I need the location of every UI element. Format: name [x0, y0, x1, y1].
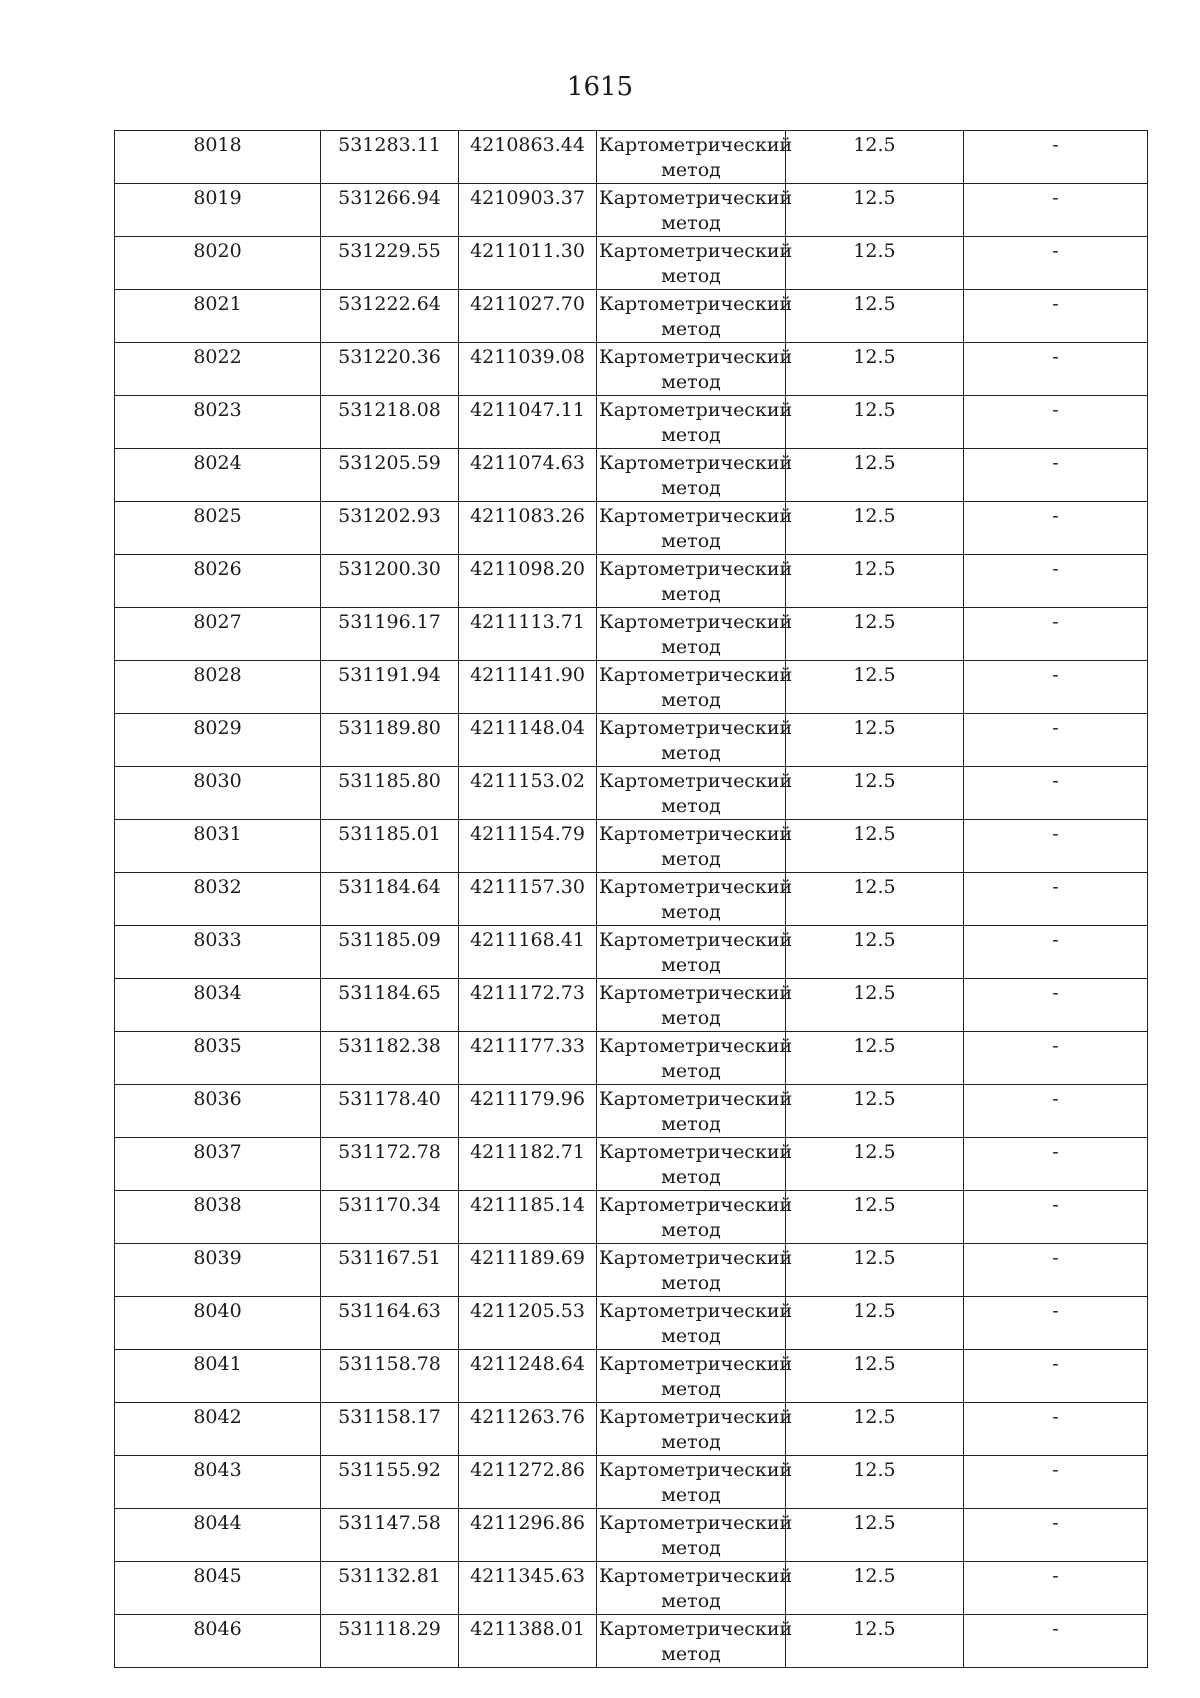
note-cell: - — [964, 1244, 1148, 1297]
point-number-cell: 8021 — [115, 290, 321, 343]
method-line-2: метод — [661, 1113, 721, 1135]
method-line-2: метод — [661, 954, 721, 976]
method-line-1: Картометрический — [599, 982, 793, 1004]
error-cell: 12.5 — [786, 1350, 964, 1403]
method-line-1: Картометрический — [599, 1459, 793, 1481]
method-cell — [597, 767, 793, 820]
y-coordinate-cell: 4211047.11 — [459, 396, 597, 449]
y-coordinate-cell: 4211172.73 — [459, 979, 597, 1032]
table-row — [115, 926, 1148, 979]
y-coordinate-cell: 4211179.96 — [459, 1085, 597, 1138]
method-cell — [597, 1032, 793, 1085]
error-cell: 12.5 — [786, 979, 964, 1032]
method-cell — [597, 661, 793, 714]
note-cell: - — [964, 1403, 1148, 1456]
method-line-1: Картометрический — [599, 346, 793, 368]
table-row — [115, 555, 1148, 608]
x-coordinate-cell: 531185.01 — [321, 820, 459, 873]
method-cell — [597, 1403, 793, 1456]
y-coordinate-cell: 4211083.26 — [459, 502, 597, 555]
error-cell: 12.5 — [786, 1403, 964, 1456]
table-row — [115, 1403, 1148, 1456]
method-line-1: Картометрический — [599, 1618, 793, 1640]
table-row — [115, 1509, 1148, 1562]
method-line-2: метод — [661, 530, 721, 552]
method-line-2: метод — [661, 265, 721, 287]
note-cell: - — [964, 555, 1148, 608]
error-cell: 12.5 — [786, 184, 964, 237]
table-row — [115, 1244, 1148, 1297]
point-number-cell: 8046 — [115, 1615, 321, 1668]
method-line-1: Картометрический — [599, 929, 793, 951]
method-cell — [597, 502, 793, 555]
method-cell — [597, 290, 793, 343]
x-coordinate-cell: 531191.94 — [321, 661, 459, 714]
note-cell: - — [964, 237, 1148, 290]
method-cell — [597, 1085, 793, 1138]
method-line-1: Картометрический — [599, 1406, 793, 1428]
note-cell: - — [964, 1297, 1148, 1350]
x-coordinate-cell: 531155.92 — [321, 1456, 459, 1509]
error-cell: 12.5 — [786, 1191, 964, 1244]
y-coordinate-cell: 4211189.69 — [459, 1244, 597, 1297]
error-cell: 12.5 — [786, 926, 964, 979]
table-row — [115, 661, 1148, 714]
method-line-2: метод — [661, 159, 721, 181]
method-line-2: метод — [661, 1431, 721, 1453]
point-number-cell: 8033 — [115, 926, 321, 979]
table-row — [115, 1615, 1148, 1668]
x-coordinate-cell: 531118.29 — [321, 1615, 459, 1668]
error-cell: 12.5 — [786, 237, 964, 290]
point-number-cell: 8044 — [115, 1509, 321, 1562]
table-row — [115, 1297, 1148, 1350]
method-line-2: метод — [661, 1378, 721, 1400]
note-cell: - — [964, 343, 1148, 396]
note-cell: - — [964, 820, 1148, 873]
point-number-cell: 8042 — [115, 1403, 321, 1456]
y-coordinate-cell: 4211148.04 — [459, 714, 597, 767]
method-line-1: Картометрический — [599, 770, 793, 792]
table-row — [115, 714, 1148, 767]
x-coordinate-cell: 531158.17 — [321, 1403, 459, 1456]
x-coordinate-cell: 531189.80 — [321, 714, 459, 767]
table-row — [115, 396, 1148, 449]
note-cell: - — [964, 502, 1148, 555]
method-cell — [597, 1562, 793, 1615]
x-coordinate-cell: 531202.93 — [321, 502, 459, 555]
method-line-1: Картометрический — [599, 664, 793, 686]
y-coordinate-cell: 4211205.53 — [459, 1297, 597, 1350]
point-number-cell: 8031 — [115, 820, 321, 873]
point-number-cell: 8036 — [115, 1085, 321, 1138]
method-cell — [597, 1456, 793, 1509]
y-coordinate-cell: 4211154.79 — [459, 820, 597, 873]
table-row — [115, 449, 1148, 502]
x-coordinate-cell: 531200.30 — [321, 555, 459, 608]
error-cell: 12.5 — [786, 502, 964, 555]
note-cell: - — [964, 1350, 1148, 1403]
error-cell: 12.5 — [786, 767, 964, 820]
x-coordinate-cell: 531220.36 — [321, 343, 459, 396]
method-cell — [597, 1297, 793, 1350]
x-coordinate-cell: 531283.11 — [321, 131, 459, 184]
y-coordinate-cell: 4211177.33 — [459, 1032, 597, 1085]
method-line-2: метод — [661, 1166, 721, 1188]
method-line-1: Картометрический — [599, 293, 793, 315]
y-coordinate-cell: 4211011.30 — [459, 237, 597, 290]
method-line-1: Картометрический — [599, 1141, 793, 1163]
point-number-cell: 8039 — [115, 1244, 321, 1297]
method-line-1: Картометрический — [599, 399, 793, 421]
method-line-2: метод — [661, 901, 721, 923]
method-line-2: метод — [661, 1643, 721, 1665]
point-number-cell: 8043 — [115, 1456, 321, 1509]
method-cell — [597, 608, 793, 661]
table-row — [115, 184, 1148, 237]
table-row — [115, 1138, 1148, 1191]
point-number-cell: 8026 — [115, 555, 321, 608]
table-row — [115, 237, 1148, 290]
method-line-1: Картометрический — [599, 1300, 793, 1322]
note-cell: - — [964, 131, 1148, 184]
table-row — [115, 1350, 1148, 1403]
method-cell — [597, 979, 793, 1032]
point-number-cell: 8034 — [115, 979, 321, 1032]
method-line-2: метод — [661, 1060, 721, 1082]
point-number-cell: 8035 — [115, 1032, 321, 1085]
error-cell: 12.5 — [786, 661, 964, 714]
method-line-1: Картометрический — [599, 876, 793, 898]
method-cell — [597, 184, 793, 237]
x-coordinate-cell: 531178.40 — [321, 1085, 459, 1138]
table-row — [115, 608, 1148, 661]
method-cell — [597, 449, 793, 502]
error-cell: 12.5 — [786, 343, 964, 396]
point-number-cell: 8040 — [115, 1297, 321, 1350]
x-coordinate-cell: 531132.81 — [321, 1562, 459, 1615]
error-cell: 12.5 — [786, 396, 964, 449]
coordinates-table-body — [115, 131, 1148, 1668]
note-cell: - — [964, 767, 1148, 820]
table-row — [115, 767, 1148, 820]
method-cell — [597, 926, 793, 979]
method-line-2: метод — [661, 1007, 721, 1029]
note-cell: - — [964, 714, 1148, 767]
method-line-1: Картометрический — [599, 823, 793, 845]
error-cell: 12.5 — [786, 873, 964, 926]
table-row — [115, 343, 1148, 396]
method-line-1: Картометрический — [599, 240, 793, 262]
y-coordinate-cell: 4211098.20 — [459, 555, 597, 608]
table-row — [115, 979, 1148, 1032]
method-line-1: Картометрический — [599, 1247, 793, 1269]
method-line-2: метод — [661, 689, 721, 711]
method-line-1: Картометрический — [599, 717, 793, 739]
method-cell — [597, 1350, 793, 1403]
note-cell: - — [964, 661, 1148, 714]
x-coordinate-cell: 531184.64 — [321, 873, 459, 926]
method-line-1: Картометрический — [599, 505, 793, 527]
method-line-1: Картометрический — [599, 452, 793, 474]
y-coordinate-cell: 4211248.64 — [459, 1350, 597, 1403]
method-line-2: метод — [661, 742, 721, 764]
table-row — [115, 820, 1148, 873]
method-line-2: метод — [661, 371, 721, 393]
error-cell: 12.5 — [786, 1615, 964, 1668]
y-coordinate-cell: 4211296.86 — [459, 1509, 597, 1562]
note-cell: - — [964, 1456, 1148, 1509]
method-line-1: Картометрический — [599, 1512, 793, 1534]
x-coordinate-cell: 531205.59 — [321, 449, 459, 502]
method-line-1: Картометрический — [599, 187, 793, 209]
x-coordinate-cell: 531184.65 — [321, 979, 459, 1032]
method-cell — [597, 555, 793, 608]
error-cell: 12.5 — [786, 608, 964, 661]
x-coordinate-cell: 531185.09 — [321, 926, 459, 979]
y-coordinate-cell: 4210903.37 — [459, 184, 597, 237]
method-cell — [597, 873, 793, 926]
method-line-2: метод — [661, 1484, 721, 1506]
x-coordinate-cell: 531218.08 — [321, 396, 459, 449]
error-cell: 12.5 — [786, 290, 964, 343]
note-cell: - — [964, 1032, 1148, 1085]
y-coordinate-cell: 4211074.63 — [459, 449, 597, 502]
x-coordinate-cell: 531185.80 — [321, 767, 459, 820]
method-cell — [597, 1615, 793, 1668]
error-cell: 12.5 — [786, 1244, 964, 1297]
point-number-cell: 8018 — [115, 131, 321, 184]
note-cell: - — [964, 926, 1148, 979]
y-coordinate-cell: 4211141.90 — [459, 661, 597, 714]
method-line-1: Картометрический — [599, 1353, 793, 1375]
method-cell — [597, 1138, 793, 1191]
note-cell: - — [964, 184, 1148, 237]
point-number-cell: 8032 — [115, 873, 321, 926]
x-coordinate-cell: 531229.55 — [321, 237, 459, 290]
page-number: 1615 — [566, 72, 634, 102]
error-cell: 12.5 — [786, 1085, 964, 1138]
method-cell — [597, 1509, 793, 1562]
x-coordinate-cell: 531164.63 — [321, 1297, 459, 1350]
method-cell — [597, 1191, 793, 1244]
method-line-1: Картометрический — [599, 1035, 793, 1057]
y-coordinate-cell: 4211153.02 — [459, 767, 597, 820]
method-line-1: Картометрический — [599, 1088, 793, 1110]
x-coordinate-cell: 531158.78 — [321, 1350, 459, 1403]
error-cell: 12.5 — [786, 1297, 964, 1350]
point-number-cell: 8038 — [115, 1191, 321, 1244]
error-cell: 12.5 — [786, 131, 964, 184]
x-coordinate-cell: 531147.58 — [321, 1509, 459, 1562]
method-cell — [597, 820, 793, 873]
method-cell — [597, 237, 793, 290]
note-cell: - — [964, 1191, 1148, 1244]
table-row — [115, 131, 1148, 184]
point-number-cell: 8020 — [115, 237, 321, 290]
error-cell: 12.5 — [786, 449, 964, 502]
note-cell: - — [964, 1615, 1148, 1668]
note-cell: - — [964, 396, 1148, 449]
note-cell: - — [964, 290, 1148, 343]
point-number-cell: 8019 — [115, 184, 321, 237]
note-cell: - — [964, 979, 1148, 1032]
method-line-2: метод — [661, 1325, 721, 1347]
note-cell: - — [964, 608, 1148, 661]
y-coordinate-cell: 4211168.41 — [459, 926, 597, 979]
error-cell: 12.5 — [786, 1509, 964, 1562]
method-line-2: метод — [661, 1537, 721, 1559]
note-cell: - — [964, 1562, 1148, 1615]
method-cell — [597, 131, 793, 184]
y-coordinate-cell: 4211182.71 — [459, 1138, 597, 1191]
method-line-2: метод — [661, 1272, 721, 1294]
point-number-cell: 8027 — [115, 608, 321, 661]
x-coordinate-cell: 531172.78 — [321, 1138, 459, 1191]
coordinates-table — [114, 130, 1148, 1668]
error-cell: 12.5 — [786, 555, 964, 608]
error-cell: 12.5 — [786, 1562, 964, 1615]
table-row — [115, 502, 1148, 555]
method-cell — [597, 1244, 793, 1297]
x-coordinate-cell: 531182.38 — [321, 1032, 459, 1085]
table-row — [115, 1032, 1148, 1085]
method-line-2: метод — [661, 424, 721, 446]
note-cell: - — [964, 873, 1148, 926]
point-number-cell: 8041 — [115, 1350, 321, 1403]
table-row — [115, 1191, 1148, 1244]
method-line-2: метод — [661, 848, 721, 870]
method-line-2: метод — [661, 477, 721, 499]
x-coordinate-cell: 531266.94 — [321, 184, 459, 237]
note-cell: - — [964, 1138, 1148, 1191]
point-number-cell: 8025 — [115, 502, 321, 555]
y-coordinate-cell: 4211039.08 — [459, 343, 597, 396]
x-coordinate-cell: 531196.17 — [321, 608, 459, 661]
method-line-2: метод — [661, 636, 721, 658]
y-coordinate-cell: 4211345.63 — [459, 1562, 597, 1615]
note-cell: - — [964, 1085, 1148, 1138]
table-row — [115, 290, 1148, 343]
error-cell: 12.5 — [786, 1138, 964, 1191]
x-coordinate-cell: 531170.34 — [321, 1191, 459, 1244]
note-cell: - — [964, 449, 1148, 502]
point-number-cell: 8029 — [115, 714, 321, 767]
point-number-cell: 8030 — [115, 767, 321, 820]
y-coordinate-cell: 4211157.30 — [459, 873, 597, 926]
point-number-cell: 8023 — [115, 396, 321, 449]
method-line-1: Картометрический — [599, 1565, 793, 1587]
point-number-cell: 8028 — [115, 661, 321, 714]
point-number-cell: 8037 — [115, 1138, 321, 1191]
point-number-cell: 8024 — [115, 449, 321, 502]
method-line-1: Картометрический — [599, 1194, 793, 1216]
error-cell: 12.5 — [786, 714, 964, 767]
y-coordinate-cell: 4211027.70 — [459, 290, 597, 343]
y-coordinate-cell: 4211185.14 — [459, 1191, 597, 1244]
method-line-2: метод — [661, 583, 721, 605]
x-coordinate-cell: 531222.64 — [321, 290, 459, 343]
table-row — [115, 1085, 1148, 1138]
method-line-1: Картометрический — [599, 134, 793, 156]
method-line-1: Картометрический — [599, 558, 793, 580]
method-cell — [597, 343, 793, 396]
method-line-2: метод — [661, 1219, 721, 1241]
table-row — [115, 1562, 1148, 1615]
error-cell: 12.5 — [786, 820, 964, 873]
point-number-cell: 8022 — [115, 343, 321, 396]
point-number-cell: 8045 — [115, 1562, 321, 1615]
method-cell — [597, 396, 793, 449]
y-coordinate-cell: 4210863.44 — [459, 131, 597, 184]
y-coordinate-cell: 4211272.86 — [459, 1456, 597, 1509]
method-line-1: Картометрический — [599, 611, 793, 633]
table-row — [115, 873, 1148, 926]
error-cell: 12.5 — [786, 1032, 964, 1085]
method-line-2: метод — [661, 212, 721, 234]
error-cell: 12.5 — [786, 1456, 964, 1509]
method-line-2: метод — [661, 795, 721, 817]
method-line-2: метод — [661, 318, 721, 340]
method-line-2: метод — [661, 1590, 721, 1612]
x-coordinate-cell: 531167.51 — [321, 1244, 459, 1297]
method-cell — [597, 714, 793, 767]
table-row — [115, 1456, 1148, 1509]
y-coordinate-cell: 4211113.71 — [459, 608, 597, 661]
y-coordinate-cell: 4211263.76 — [459, 1403, 597, 1456]
note-cell: - — [964, 1509, 1148, 1562]
y-coordinate-cell: 4211388.01 — [459, 1615, 597, 1668]
